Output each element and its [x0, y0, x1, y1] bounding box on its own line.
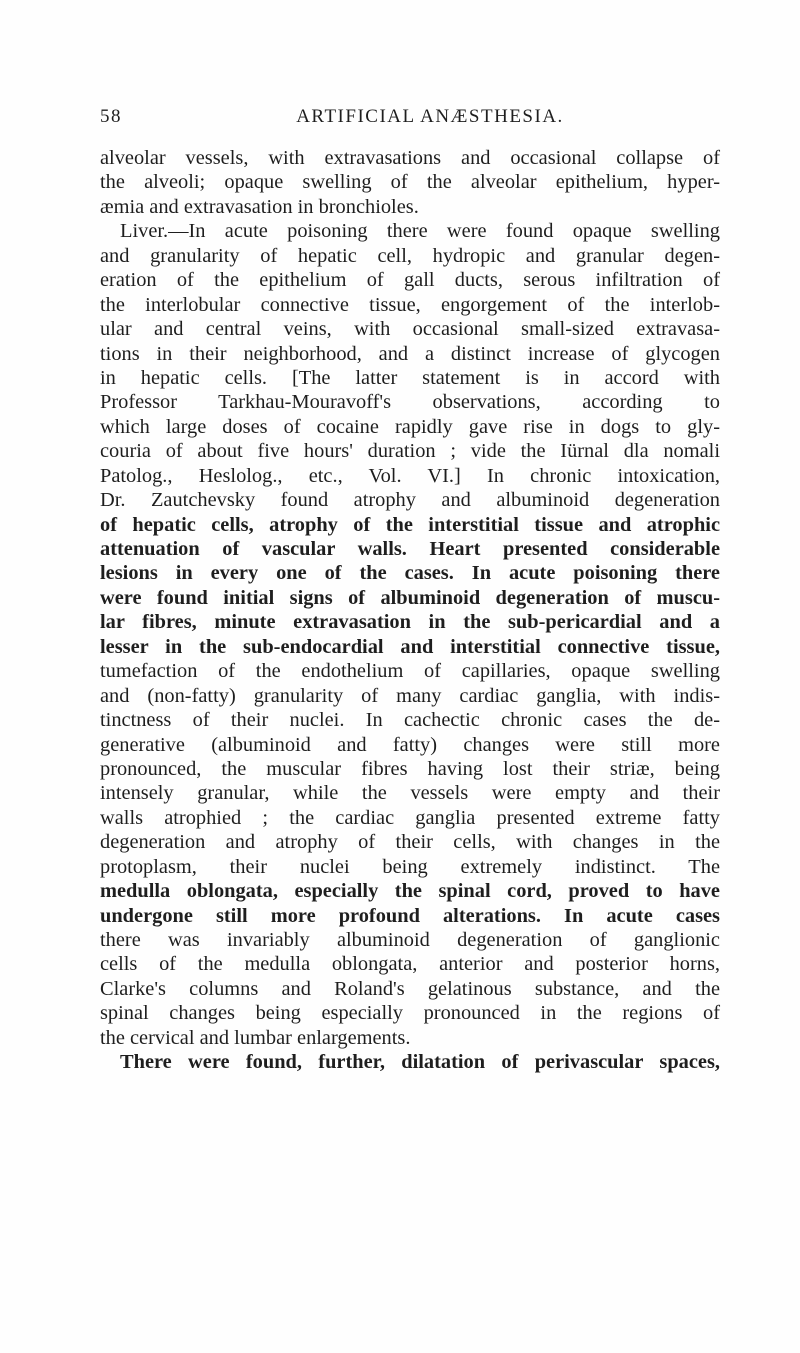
text-line: were found initial signs of albuminoid degeneration of muscu-: [100, 586, 720, 609]
text-line: generative (albuminoid and fatty) changes were still more: [100, 733, 720, 756]
text-line: lesser in the sub-endocardial and interstitial connective tissue,: [100, 635, 720, 658]
text-line: tumefaction of the endothelium of capillaries, opaque swelling: [100, 660, 720, 683]
text-line: undergone still more profound alterations. In acute cases: [100, 904, 720, 927]
text-line: there was invariably albuminoid degeneration of ganglionic: [100, 929, 720, 951]
text-line: medulla oblongata, especially the spinal cord, proved to have: [100, 880, 720, 903]
text-line: alveolar vessels, with extravasations and occasional collapse of: [100, 147, 720, 169]
body-text: [100, 146, 720, 1075]
text-line: of hepatic cells, atrophy of the interstitial tissue and atrophic: [100, 513, 720, 536]
text-line: and (non-fatty) granularity of many cardiac ganglia, with indis-: [100, 684, 720, 707]
text-line: There were found, further, dilatation of perivascular spaces,: [120, 1051, 720, 1074]
text-line: couria of about five hours' duration ; vide the Iürnal dla nomali: [100, 440, 720, 463]
text-line: cells of the medulla oblongata, anterior and posterior horns,: [100, 953, 720, 976]
text-line: Patolog., Heslolog., etc., Vol. VI.] In chronic intoxication,: [100, 464, 720, 487]
text-line: which large doses of cocaine rapidly gave rise in dogs to gly-: [100, 415, 720, 438]
text-line: Liver.—In acute poisoning there were found opaque swelling: [120, 220, 720, 243]
page-number: 58: [100, 106, 122, 127]
text-line: æmia and extravasation in bronchioles.: [100, 195, 419, 218]
text-line: the cervical and lumbar enlargements.: [100, 1026, 411, 1049]
running-header: [100, 106, 720, 136]
text-line: degeneration and atrophy of their cells, with changes in the: [100, 831, 720, 854]
text-line: in hepatic cells. [The latter statement is in accord with: [100, 366, 720, 389]
text-line: attenuation of vascular walls. Heart presented considerable: [100, 538, 720, 560]
text-line: intensely granular, while the vessels were empty and their: [100, 782, 720, 805]
text-line: eration of the epithelium of gall ducts, serous infiltration of: [100, 269, 720, 292]
text-line: the alveoli; opaque swelling of the alveolar epithelium, hyper-: [100, 171, 720, 194]
text-line: walls atrophied ; the cardiac ganglia presented extreme fatty: [100, 806, 720, 829]
text-line: protoplasm, their nuclei being extremely indistinct. The: [100, 855, 720, 878]
text-line: lesions in every one of the cases. In acute poisoning there: [100, 562, 720, 585]
text-line: Dr. Zautchevsky found atrophy and albuminoid degeneration: [100, 489, 720, 512]
text-line: and granularity of hepatic cell, hydropic and granular degen-: [100, 244, 720, 267]
text-line: lar fibres, minute extravasation in the sub-pericardial and a: [100, 611, 720, 634]
running-title: ARTIFICIAL ANÆSTHESIA.: [296, 106, 564, 127]
text-line: ular and central veins, with occasional small-sized extravasa-: [100, 318, 720, 341]
text-line: spinal changes being especially pronounced in the regions of: [100, 1002, 720, 1025]
text-line: tions in their neighborhood, and a distinct increase of glycogen: [100, 342, 720, 365]
text-line: Clarke's columns and Roland's gelatinous substance, and the: [100, 977, 720, 1000]
text-line: the interlobular connective tissue, engorgement of the interlob-: [100, 293, 720, 316]
text-line: tinctness of their nuclei. In cachectic chronic cases the de-: [100, 709, 720, 732]
text-line: Professor Tarkhau-Mouravoff's observations, according to: [100, 391, 720, 414]
text-line: pronounced, the muscular fibres having lost their striæ, being: [100, 757, 720, 780]
